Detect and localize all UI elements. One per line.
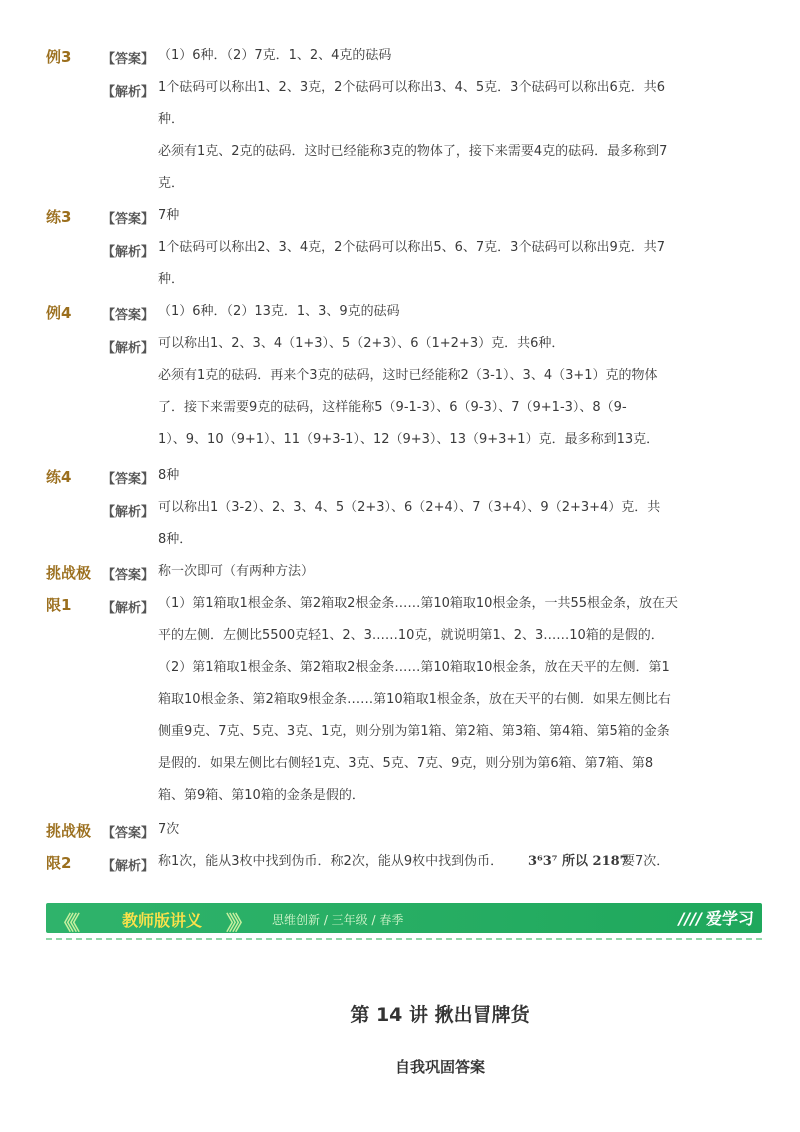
practice-4-answer: 8种 [158, 468, 180, 483]
analysis-label: 【解析】 [102, 859, 155, 874]
challenge-2-tag-cont: 限2 [46, 854, 72, 872]
challenge-1-analysis-line: 箱、第9箱、第10箱的金条是假的． [158, 788, 365, 803]
example-3-analysis-line: 种． [158, 112, 185, 127]
practice-3-answer: 7种 [158, 208, 180, 223]
example-4-analysis-line: 了．接下来需要9克的砝码，这样能称5（9-1-3）、6（9-3）、7（9+1-3）、8（9- [158, 400, 627, 415]
answer-label: 【答案】 [102, 308, 155, 323]
analysis-label: 【解析】 [102, 245, 155, 260]
practice-4-tag: 练4 [46, 468, 72, 486]
challenge-2-answer: 7次 [158, 822, 180, 837]
example-3-analysis-line: 1个砝码可以称出1、2、3克，2个砝码可以称出3、4、5克．3个砝码可以称出6克．共6 [158, 80, 665, 95]
example-3-analysis-line: 克． [158, 176, 185, 191]
challenge-2-analysis-end: 要7次． [622, 854, 670, 869]
double-chevron-right-icon: 》》 [226, 911, 248, 935]
course-meta: 思维创新 / 三年级 / 春季 [272, 913, 404, 927]
challenge-1-analysis-line: 侧重9克、7克、5克、3克、1克，则分别为第1箱、第2箱、第3箱、第4箱、第5箱的金条 [158, 724, 670, 739]
challenge-1-analysis-line: 平的左侧．左侧比5500克轻1、2、3……10克，就说明第1、2、3……10箱的是假的． [158, 628, 664, 643]
divider [46, 938, 762, 940]
section-title: 自我巩固答案 [394, 1058, 485, 1076]
example-3-answer: （1）6种．（2）7克．1、2、4克的砝码 [158, 48, 392, 63]
example-3-analysis-line: 必须有1克、2克的砝码．这时已经能称3克的物体了，接下来需要4克的砝码．最多称到7 [158, 144, 668, 159]
challenge-2-tag: 挑战极 [46, 822, 92, 840]
practice-4-analysis-line: 可以称出1（3-2）、2、3、4、5（2+3）、6（2+4）、7（3+4）、9（2+3+4）克．共 [158, 500, 661, 515]
analysis-label: 【解析】 [102, 601, 155, 616]
challenge-1-tag: 挑战极 [46, 564, 92, 582]
challenge-1-analysis-line: （1）第1箱取1根金条、第2箱取2根金条……第10箱取10根金条，一共55根金条，放在天 [158, 596, 678, 611]
analysis-label: 【解析】 [102, 85, 155, 100]
practice-3-tag: 练3 [46, 208, 72, 226]
example-4-analysis-line: 可以称出1、2、3、4（1+3）、5（2+3）、6（1+2+3）克．共6种． [158, 336, 565, 351]
practice-3-analysis-line: 种． [158, 272, 185, 287]
lecture-title: 第 14 讲 揪出冒牌货 [350, 1004, 530, 1026]
double-chevron-left-icon: 《《 [54, 911, 76, 935]
analysis-label: 【解析】 [102, 341, 155, 356]
example-4-answer: （1）6种．（2）13克．1、3、9克的砝码 [158, 304, 400, 319]
answer-label: 【答案】 [102, 472, 155, 487]
challenge-2-analysis-line: 称1次，能从3枚中找到伪币．称2次，能从9枚中找到伪币． [158, 854, 504, 869]
answer-label: 【答案】 [102, 52, 155, 67]
answer-label: 【答案】 [102, 568, 155, 583]
challenge-1-analysis-line: （2）第1箱取1根金条、第2箱取2根金条……第10箱取10根金条，放在天平的左侧．第1 [158, 660, 670, 675]
teacher-edition-banner [46, 903, 762, 933]
practice-3-analysis-line: 1个砝码可以称出2、3、4克，2个砝码可以称出5、6、7克．3个砝码可以称出9克．共7 [158, 240, 665, 255]
challenge-2-formula: 3⁶3⁷ 所以 2187 [528, 854, 629, 869]
challenge-1-analysis-line: 是假的．如果左侧比右侧轻1克、3克、5克、7克、9克，则分别为第6箱、第7箱、第8 [158, 756, 654, 771]
brand-logo-icon: //// [678, 909, 702, 928]
answer-label: 【答案】 [102, 826, 155, 841]
example-4-analysis-line: 1）、9、10（9+1）、11（9+3-1）、12（9+3）、13（9+3+1）克．最多称到13克． [158, 432, 660, 447]
example-4-tag: 例4 [46, 304, 72, 322]
challenge-1-analysis-line: 箱取10根金条、第2箱取9根金条……第10箱取1根金条，放在天平的右侧．如果左侧比右 [158, 692, 671, 707]
challenge-1-tag-cont: 限1 [46, 596, 72, 614]
brand-logo: //// 爱学习 [678, 909, 754, 928]
challenge-1-answer: 称一次即可（有两种方法） [158, 564, 315, 579]
teacher-edition-label: 教师版讲义 [122, 911, 203, 930]
answer-label: 【答案】 [102, 212, 155, 227]
example-3-tag: 例3 [46, 48, 72, 66]
example-4-analysis-line: 必须有1克的砝码．再来个3克的砝码，这时已经能称2（3-1）、3、4（3+1）克的物体 [158, 368, 658, 383]
practice-4-analysis-line: 8种． [158, 532, 193, 547]
analysis-label: 【解析】 [102, 505, 155, 520]
